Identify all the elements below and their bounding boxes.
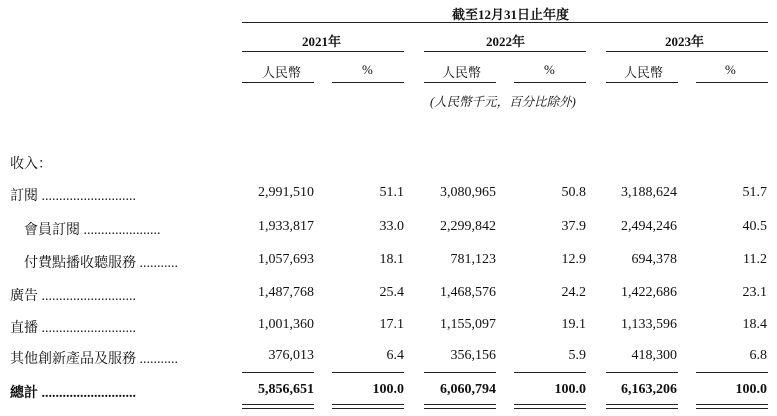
percent-header-2022: % — [544, 62, 555, 77]
percent-2023: 40.5 — [742, 219, 767, 234]
percent-2023: 51.7 — [742, 185, 767, 200]
value-2021: 2,991,510 — [258, 185, 314, 200]
percent-2022: 12.9 — [561, 252, 586, 267]
total-top-rule-3 — [424, 372, 496, 373]
total-percent-2021: 100.0 — [372, 382, 404, 397]
percent-2022: 50.8 — [561, 185, 586, 200]
percent-2023: 6.8 — [749, 348, 767, 363]
value-2022: 1,468,576 — [440, 285, 496, 300]
percent-2021: 25.4 — [379, 285, 404, 300]
percent-2021: 33.0 — [379, 219, 404, 234]
total-value-2022: 6,060,794 — [440, 382, 496, 397]
year-underline-2022 — [424, 51, 586, 52]
value-2022: 781,123 — [450, 252, 496, 267]
sub-underline-4 — [514, 82, 586, 83]
row-label: 付費點播收聽服務 ........... — [24, 256, 178, 271]
year-underline-2021 — [242, 51, 404, 52]
percent-header-2023: % — [725, 62, 736, 77]
total-percent-2023: 100.0 — [735, 382, 767, 397]
value-2021: 1,057,693 — [258, 252, 314, 267]
total-top-rule-4 — [514, 372, 586, 373]
percent-2022: 5.9 — [568, 348, 586, 363]
row-label: 廣告 ........................... — [10, 289, 136, 304]
total-double-rule-b5 — [606, 408, 678, 409]
sub-underline-5 — [606, 82, 678, 83]
value-2023: 694,378 — [631, 252, 677, 267]
currency-header-2021: 人民幣 — [262, 65, 302, 80]
percent-2022: 37.9 — [561, 219, 586, 234]
total-double-rule-a5 — [606, 404, 678, 405]
row-label: 直播 ........................... — [10, 321, 136, 336]
total-value-2023: 6,163,206 — [621, 382, 677, 397]
percent-2023: 11.2 — [743, 252, 767, 267]
year-header-2023: 2023年 — [665, 34, 705, 49]
value-2021: 1,487,768 — [258, 285, 314, 300]
value-2023: 1,422,686 — [621, 285, 677, 300]
total-double-rule-b1 — [242, 408, 314, 409]
period-header: 截至12月31日止年度 — [452, 7, 570, 22]
total-double-rule-a2 — [332, 404, 404, 405]
total-percent-2022: 100.0 — [554, 382, 586, 397]
sub-underline-1 — [242, 82, 314, 83]
value-2022: 3,080,965 — [440, 185, 496, 200]
total-label: 總計 ........................... — [10, 386, 136, 401]
value-2023: 2,494,246 — [621, 219, 677, 234]
total-double-rule-b3 — [424, 408, 496, 409]
row-label: 訂閱 ........................... — [10, 189, 136, 204]
percent-2021: 18.1 — [379, 252, 404, 267]
percent-2023: 23.1 — [742, 285, 767, 300]
total-double-rule-a4 — [514, 404, 586, 405]
year-underline-2023 — [606, 51, 768, 52]
value-2021: 376,013 — [268, 348, 314, 363]
year-header-2022: 2022年 — [486, 34, 526, 49]
percent-2022: 19.1 — [561, 317, 586, 332]
value-2023: 418,300 — [631, 348, 677, 363]
percent-2022: 24.2 — [561, 285, 586, 300]
sub-underline-2 — [332, 82, 404, 83]
row-label: 會員訂閱 ...................... — [24, 223, 161, 238]
currency-header-2022: 人民幣 — [442, 65, 482, 80]
value-2022: 1,155,097 — [440, 317, 496, 332]
section-title-revenue: 收入： — [10, 157, 52, 172]
total-top-rule-2 — [332, 372, 404, 373]
total-value-2021: 5,856,651 — [258, 382, 314, 397]
value-2023: 1,133,596 — [621, 317, 677, 332]
sub-underline-6 — [696, 82, 768, 83]
percent-2021: 6.4 — [386, 348, 404, 363]
row-label: 其他創新產品及服務 ........... — [10, 352, 178, 367]
percent-2023: 18.4 — [742, 317, 767, 332]
year-header-2021: 2021年 — [302, 34, 342, 49]
total-double-rule-a1 — [242, 404, 314, 405]
total-top-rule-1 — [242, 372, 314, 373]
currency-header-2023: 人民幣 — [624, 65, 664, 80]
value-2022: 356,156 — [450, 348, 496, 363]
total-double-rule-a3 — [424, 404, 496, 405]
total-double-rule-b4 — [514, 408, 586, 409]
percent-2021: 17.1 — [379, 317, 404, 332]
total-double-rule-b2 — [332, 408, 404, 409]
percent-header-2021: % — [362, 62, 373, 77]
period-underline — [242, 22, 768, 23]
total-double-rule-b6 — [696, 408, 768, 409]
total-double-rule-a6 — [696, 404, 768, 405]
total-top-rule-6 — [696, 372, 768, 373]
percent-2021: 51.1 — [379, 185, 404, 200]
unit-note: (人民幣千元，百分比除外) — [430, 95, 576, 109]
sub-underline-3 — [424, 82, 496, 83]
value-2021: 1,933,817 — [258, 219, 314, 234]
value-2023: 3,188,624 — [621, 185, 677, 200]
total-top-rule-5 — [606, 372, 678, 373]
value-2021: 1,001,360 — [258, 317, 314, 332]
value-2022: 2,299,842 — [440, 219, 496, 234]
